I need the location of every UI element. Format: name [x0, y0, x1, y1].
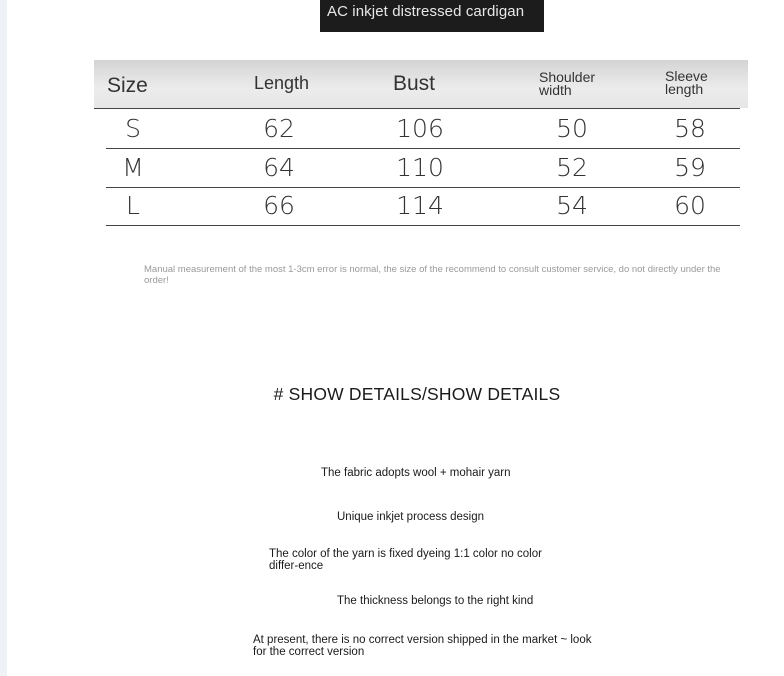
cell-length: 62	[263, 114, 295, 143]
table-row	[106, 187, 740, 226]
left-edge-strip	[0, 0, 7, 676]
detail-line-inkjet: Unique inkjet process design	[337, 511, 485, 523]
cell-shoulder: 52	[556, 153, 588, 182]
header-shoulder-line2: width	[539, 82, 572, 98]
measurement-note: Manual measurement of the most 1-3cm error is normal, the size of the recommend to consult customer service, do not directly under the order!	[144, 264, 721, 286]
cell-bust: 110	[396, 153, 444, 182]
header-bust: Bust	[393, 72, 436, 95]
cell-sleeve: 60	[674, 191, 706, 220]
cell-shoulder: 50	[556, 114, 588, 143]
cell-bust: 106	[396, 114, 444, 143]
cell-length: 64	[263, 153, 295, 182]
detail-line-thickness: The thickness belongs to the right kind	[337, 595, 534, 607]
product-title-banner	[320, 0, 544, 32]
size-chart-header	[94, 60, 748, 108]
header-sleeve-line1: Sleeve	[665, 68, 708, 84]
cell-size: S	[125, 114, 141, 143]
show-details-heading: # SHOW DETAILS/SHOW DETAILS	[273, 384, 561, 404]
header-length: Length	[254, 73, 310, 93]
detail-line-version: At present, there is no correct version shipped in the market ~ look for the correct version	[253, 634, 592, 658]
cell-shoulder: 54	[556, 191, 588, 220]
cell-sleeve: 59	[674, 153, 706, 182]
header-sleeve-line2: length	[665, 81, 704, 97]
cell-bust: 114	[396, 191, 444, 220]
header-size: Size	[107, 74, 148, 97]
cell-size: M	[122, 153, 144, 182]
cell-sleeve: 58	[674, 114, 706, 143]
cell-length: 66	[263, 191, 295, 220]
header-shoulder-width	[539, 71, 595, 97]
product-title: AC inkjet distressed cardigan	[327, 3, 525, 20]
header-divider	[94, 108, 740, 109]
detail-line-fabric: The fabric adopts wool + mohair yarn	[321, 467, 511, 479]
table-row	[106, 149, 740, 188]
header-sleeve-length	[665, 70, 708, 96]
detail-line-color: The color of the yarn is fixed dyeing 1:1 color no color differ-ence	[269, 548, 542, 572]
table-row	[106, 110, 740, 149]
header-shoulder-line1: Shoulder	[539, 69, 596, 85]
cell-size: L	[126, 191, 140, 220]
